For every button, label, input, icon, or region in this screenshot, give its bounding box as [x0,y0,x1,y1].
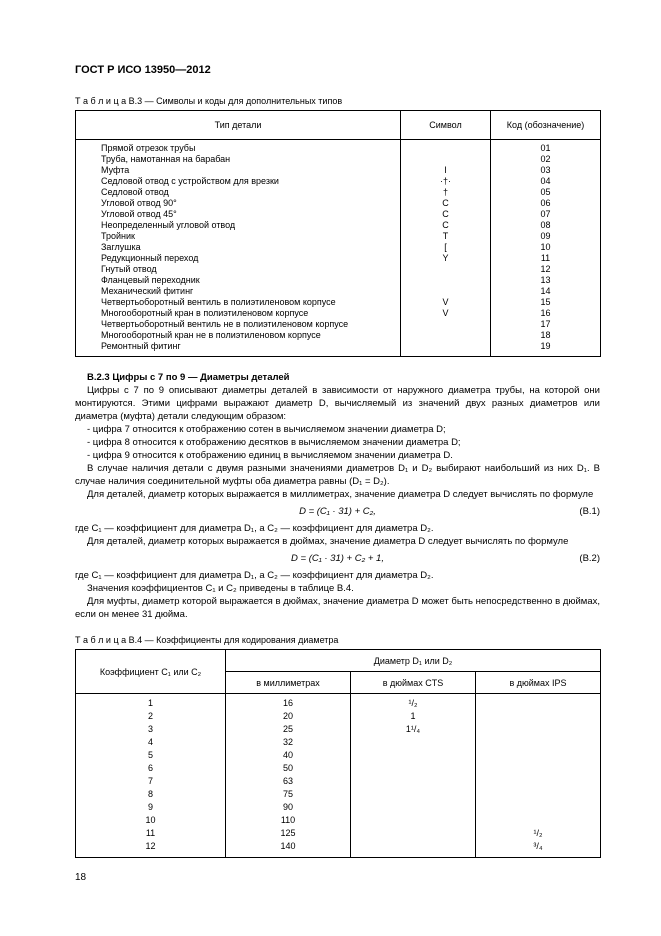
table-row [76,775,601,788]
formula-b1 [75,505,600,518]
table-row [76,308,601,319]
tb4-body-cell-coeff: 11 [76,827,226,840]
tb3-body-cell-symbol: I [401,165,491,176]
tb4-body-cell-coeff: 5 [76,749,226,762]
tb4-body-cell-mm: 110 [226,814,351,827]
tb4-body-cell-cts: 1 [351,710,476,723]
section-paragraph-where-1: где C₁ — коэффициент для диаметра D₁, а C₂ — коэффициент для диаметра D₂. [75,523,434,534]
tb3-body-cell-type: Фланцевый переходник [76,275,401,286]
table-row [76,762,601,775]
tb4-body-cell-ips [476,775,601,788]
tb3-body-cell-symbol: † [401,187,491,198]
table-b3-col-type: Тип детали [76,111,401,140]
tb4-body-cell-coeff: 1 [76,694,226,711]
tb3-body-cell-type: Седловой отвод [76,187,401,198]
tb3-body-cell-code: 11 [491,253,601,264]
table-b3 [75,110,601,357]
tb3-body-cell-type: Механический фитинг [76,286,401,297]
tb3-body-cell-symbol [401,264,491,275]
tb4-body-cell-cts [351,762,476,775]
tb3-body-cell-type: Ремонтный фитинг [76,341,401,357]
table-b3-col-code: Код (обозначение) [491,111,601,140]
tb3-body-cell-code: 18 [491,330,601,341]
formula-b1-label: (В.1) [579,506,600,517]
tb3-body-cell-symbol: V [401,308,491,319]
tb3-body-cell-symbol: ·†· [401,176,491,187]
tb3-body-cell-symbol [401,275,491,286]
tb3-body-cell-type: Многооборотный кран в полиэтиленовом корпусе [76,308,401,319]
tb4-body-cell-mm: 140 [226,840,351,858]
table-row [76,264,601,275]
tb4-body-cell-cts [351,749,476,762]
table-row [76,749,601,762]
section-b23 [75,371,600,621]
tb3-body-cell-type: Неопределенный угловой отвод [76,220,401,231]
tb3-body-cell-type: Гнутый отвод [76,264,401,275]
tb4-body-cell-ips [476,736,601,749]
tb3-body-cell-code: 02 [491,154,601,165]
doc-header: ГОСТ Р ИСО 13950—2012 [75,64,211,76]
table-b3-header-row [76,111,601,140]
tb3-body-cell-code: 14 [491,286,601,297]
tb4-body-cell-mm: 40 [226,749,351,762]
table-row [76,723,601,736]
tb4-body-cell-coeff: 6 [76,762,226,775]
tb4-body-cell-cts [351,814,476,827]
tb3-body-cell-code: 05 [491,187,601,198]
table-row [76,827,601,840]
table-row [76,297,601,308]
table-b4-header [76,650,601,694]
tb4-body-cell-mm: 75 [226,788,351,801]
tb3-body-cell-symbol: C [401,198,491,209]
tb4-body-cell-ips: ¹/₂ [476,827,601,840]
table-row [76,140,601,155]
formula-b2-expression: D = (C₁ · 31) + C₂ + 1, [291,553,384,564]
tb3-body-cell-code: 19 [491,341,601,357]
tb4-body-cell-mm: 32 [226,736,351,749]
section-paragraph-where-2: где C₁ — коэффициент для диаметра D₁, а C₂ — коэффициент для диаметра D₂. [75,570,434,581]
tb3-body-cell-type: Четвертьоборотный вентиль не в полиэтиленовом корпусе [76,319,401,330]
tb3-body-cell-type: Седловой отвод с устройством для врезки [76,176,401,187]
tb4-body-cell-ips [476,723,601,736]
table-row [76,736,601,749]
tb4-body-cell-mm: 90 [226,801,351,814]
tb4-body-cell-coeff: 2 [76,710,226,723]
table-b4-col-cts: в дюймах CTS [351,672,476,694]
tb3-body-cell-code: 01 [491,140,601,155]
table-row [76,275,601,286]
tb3-body-cell-symbol: C [401,220,491,231]
tb3-body-cell-symbol [401,330,491,341]
section-paragraph-table-ref: Значения коэффициентов C₁ и C₂ приведены в таблице В.4. [87,583,354,594]
section-paragraph-mm-formula: Для деталей, диаметр которых выражается в миллиметрах, значение диаметра D следует вычислять по формуле [87,489,594,500]
bullet-digit-9: - цифра 9 относится к отображению единиц в вычисляемом значении диаметра D. [87,450,453,461]
table-row [76,814,601,827]
table-b4-col-diameter: Диаметр D₁ или D₂ [226,650,601,672]
tb3-body-cell-symbol [401,140,491,155]
tb3-body-cell-code: 10 [491,242,601,253]
table-row [76,220,601,231]
tb4-body-cell-cts: 1¹/₄ [351,723,476,736]
tb4-body-cell-coeff: 8 [76,788,226,801]
tb3-body-cell-symbol: V [401,297,491,308]
tb3-body-cell-code: 08 [491,220,601,231]
tb3-body-cell-code: 06 [491,198,601,209]
tb3-body-cell-code: 15 [491,297,601,308]
table-row [76,154,601,165]
table-row [76,198,601,209]
tb4-body-cell-cts [351,801,476,814]
tb3-body-cell-type: Угловой отвод 45° [76,209,401,220]
table-b4-caption: Т а б л и ц а В.4 — Коэффициенты для кодирования диаметра [75,635,339,645]
tb3-body-cell-symbol: T [401,231,491,242]
section-paragraph-intro: Цифры с 7 по 9 описывают диаметры деталей в зависимости от наружного диаметра трубы, на которой они монтируются. Этими цифрами выражают диаметр D, вычисляемый из значений двух разных диаметров или диаметра (муфта) детали следующим образом: [75,385,600,422]
page-number: 18 [75,872,87,883]
tb4-body-cell-ips [476,710,601,723]
tb3-body-cell-symbol: [ [401,242,491,253]
table-b4-col-ips: в дюймах IPS [476,672,601,694]
table-b3-caption: Т а б л и ц а В.3 — Символы и коды для дополнительных типов [75,96,343,106]
bullet-digit-8: - цифра 8 относится к отображению десятков в вычисляемом значении диаметра D; [87,437,461,448]
tb4-body-cell-cts [351,736,476,749]
table-row [76,176,601,187]
tb4-body-cell-cts [351,775,476,788]
tb4-body-cell-mm: 20 [226,710,351,723]
tb3-body-cell-type: Редукционный переход [76,253,401,264]
tb4-body-cell-coeff: 9 [76,801,226,814]
table-row [76,165,601,176]
table-b3-header [76,111,601,140]
tb4-body-cell-cts [351,788,476,801]
table-row [76,801,601,814]
tb3-body-cell-code: 09 [491,231,601,242]
tb4-body-cell-ips [476,694,601,711]
tb3-body-cell-symbol [401,319,491,330]
table-row [76,209,601,220]
tb3-body-cell-code: 03 [491,165,601,176]
tb3-body-cell-code: 13 [491,275,601,286]
bullet-digit-7: - цифра 7 относится к отображению сотен в вычисляемом значении диаметра D; [87,424,446,435]
tb4-body-cell-ips: ³/₄ [476,840,601,858]
table-row [76,840,601,858]
table-row [76,231,601,242]
tb3-body-cell-type: Муфта [76,165,401,176]
tb4-body-cell-ips [476,788,601,801]
table-b4 [75,649,601,858]
tb3-body-cell-type: Тройник [76,231,401,242]
table-row [76,788,601,801]
table-row [76,253,601,264]
section-paragraph-coupling-inches: Для муфты, диаметр которой выражается в дюймах, значение диаметра D может быть непосредственно в дюймах, если он менее 31 дюйма. [75,596,600,620]
tb4-body-cell-mm: 16 [226,694,351,711]
tb4-body-cell-mm: 25 [226,723,351,736]
tb3-body-cell-symbol: Y [401,253,491,264]
table-row [76,710,601,723]
tb3-body-cell-symbol [401,154,491,165]
tb4-body-cell-ips [476,814,601,827]
tb4-body-cell-coeff: 10 [76,814,226,827]
tb3-body-cell-symbol [401,286,491,297]
tb4-body-cell-ips [476,801,601,814]
tb3-body-cell-symbol: C [401,209,491,220]
tb4-body-cell-ips [476,762,601,775]
table-row [76,242,601,253]
tb3-body-cell-type: Многооборотный кран не в полиэтиленовом корпусе [76,330,401,341]
table-row [76,286,601,297]
tb3-body-cell-symbol [401,341,491,357]
tb4-body-cell-coeff: 12 [76,840,226,858]
formula-b2-label: (В.2) [579,553,600,564]
tb3-body-cell-code: 12 [491,264,601,275]
table-b4-header-row-1 [76,650,601,672]
table-b3-body [76,140,601,357]
tb3-body-cell-code: 17 [491,319,601,330]
table-row [76,341,601,357]
tb4-body-cell-mm: 50 [226,762,351,775]
table-b4-body [76,694,601,858]
tb3-body-cell-type: Угловой отвод 90° [76,198,401,209]
tb4-body-cell-coeff: 4 [76,736,226,749]
tb3-body-cell-type: Труба, намотанная на барабан [76,154,401,165]
tb3-body-cell-type: Прямой отрезок трубы [76,140,401,155]
section-paragraph-two-diameters: В случае наличия детали с двумя разными значениями диаметров D₁ и D₂ выбирают наибольший из них D₁. В случае наличия соединительной муфты оба диаметра равны (D₁ = D₂). [75,463,600,487]
table-row [76,319,601,330]
table-row [76,694,601,711]
tb4-body-cell-ips [476,749,601,762]
table-row [76,187,601,198]
table-b4-col-coefficient: Коэффициент C₁ или C₂ [76,650,226,694]
table-b4-col-mm: в миллиметрах [226,672,351,694]
tb3-body-cell-code: 16 [491,308,601,319]
table-b3-col-symbol: Символ [401,111,491,140]
section-title: В.2.3 Цифры с 7 по 9 — Диаметры деталей [87,372,290,383]
tb4-body-cell-cts [351,827,476,840]
tb4-body-cell-mm: 125 [226,827,351,840]
tb3-body-cell-code: 04 [491,176,601,187]
table-row [76,330,601,341]
tb4-body-cell-cts: ¹/₂ [351,694,476,711]
tb3-body-cell-code: 07 [491,209,601,220]
tb4-body-cell-mm: 63 [226,775,351,788]
tb4-body-cell-coeff: 7 [76,775,226,788]
formula-b2 [75,552,600,565]
tb3-body-cell-type: Заглушка [76,242,401,253]
tb4-body-cell-cts [351,840,476,858]
formula-b1-expression: D = (C₁ · 31) + C₂, [299,506,376,517]
tb4-body-cell-coeff: 3 [76,723,226,736]
tb3-body-cell-type: Четвертьоборотный вентиль в полиэтиленовом корпусе [76,297,401,308]
section-paragraph-inch-formula: Для деталей, диаметр которых выражается в дюймах, значение диаметра D следует вычислять по формуле [87,536,569,547]
